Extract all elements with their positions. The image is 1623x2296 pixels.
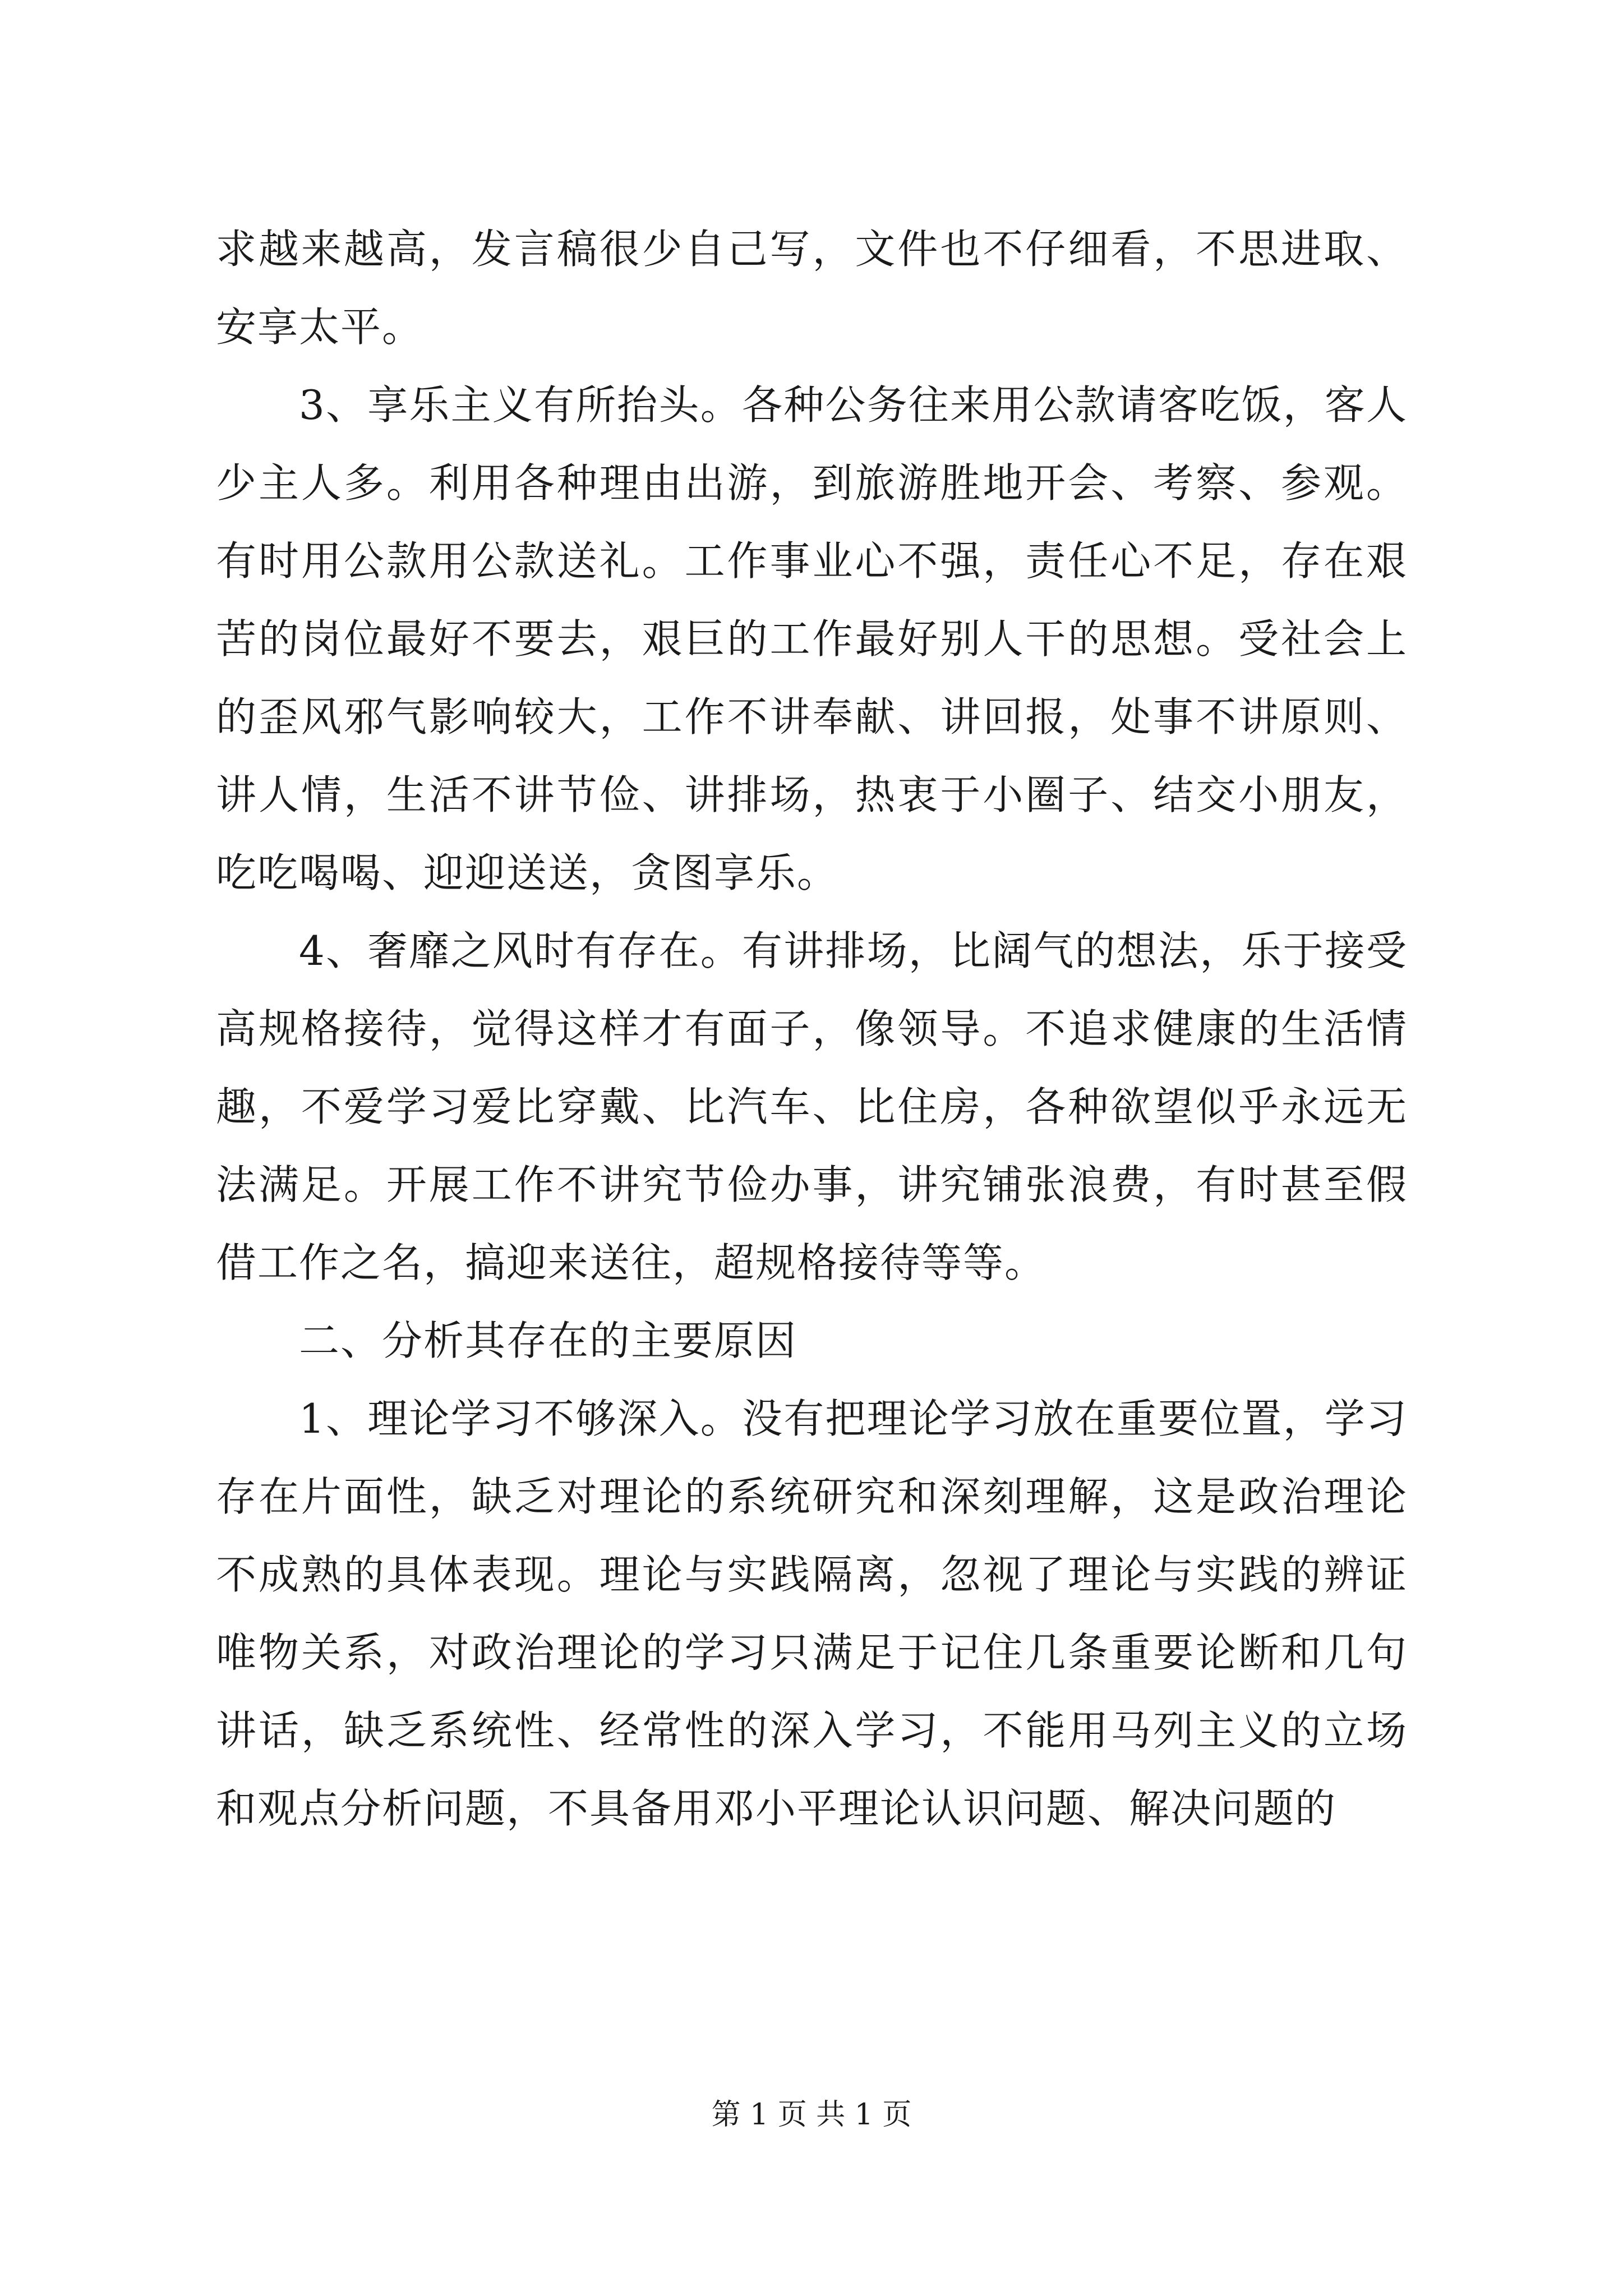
paragraph-extravagance: 4、奢靡之风时有存在。有讲排场，比阔气的想法，乐于接受高规格接待，觉得这样才有面子，像领导。不追求健康的生活情趣，不爱学习爱比穿戴、比汽车、比住房，各种欲望似乎永远无法满足。开展工作不讲究节俭办事，讲究铺张浪费，有时甚至假借工作之名，搞迎来送往，超规格接待等等。 bbox=[216, 927, 1408, 1286]
document-body bbox=[216, 210, 1408, 1848]
paragraph-theory-study: 1、理论学习不够深入。没有把理论学习放在重要位置，学习存在片面性，缺乏对理论的系统研究和深刻理解，这是政治理论不成熟的具体表现。理论与实践隔离，忽视了理论与实践的辨证唯物关系，对政治理论的学习只满足于记住几条重要论断和几句讲话，缺乏系统性、经常性的深入学习，不能用马列主义的立场和观点分析问题，不具备用邓小平理论认识问题、解决问题的 bbox=[216, 1395, 1408, 1832]
paragraph-continuation: 求越来越高，发言稿很少自己写，文件也不仔细看，不思进取、安享太平。 bbox=[216, 226, 1408, 351]
section-heading-causes: 二、分析其存在的主要原因 bbox=[299, 1317, 797, 1364]
paragraph-hedonism: 3、享乐主义有所抬头。各种公务往来用公款请客吃饭，客人少主人多。利用各种理由出游，到旅游胜地开会、考察、参观。有时用公款用公款送礼。工作事业心不强，责任心不足，存在艰苦的岗位最好不要去，艰巨的工作最好别人干的思想。受社会上的歪风邪气影响较大，工作不讲奉献、讲回报，处事不讲原则、讲人情，生活不讲节俭、讲排场，热衷于小圈子、结交小朋友，吃吃喝喝、迎迎送送，贪图享乐。 bbox=[216, 381, 1408, 896]
page-footer: 第 1 页 共 1 页 bbox=[711, 2098, 912, 2132]
